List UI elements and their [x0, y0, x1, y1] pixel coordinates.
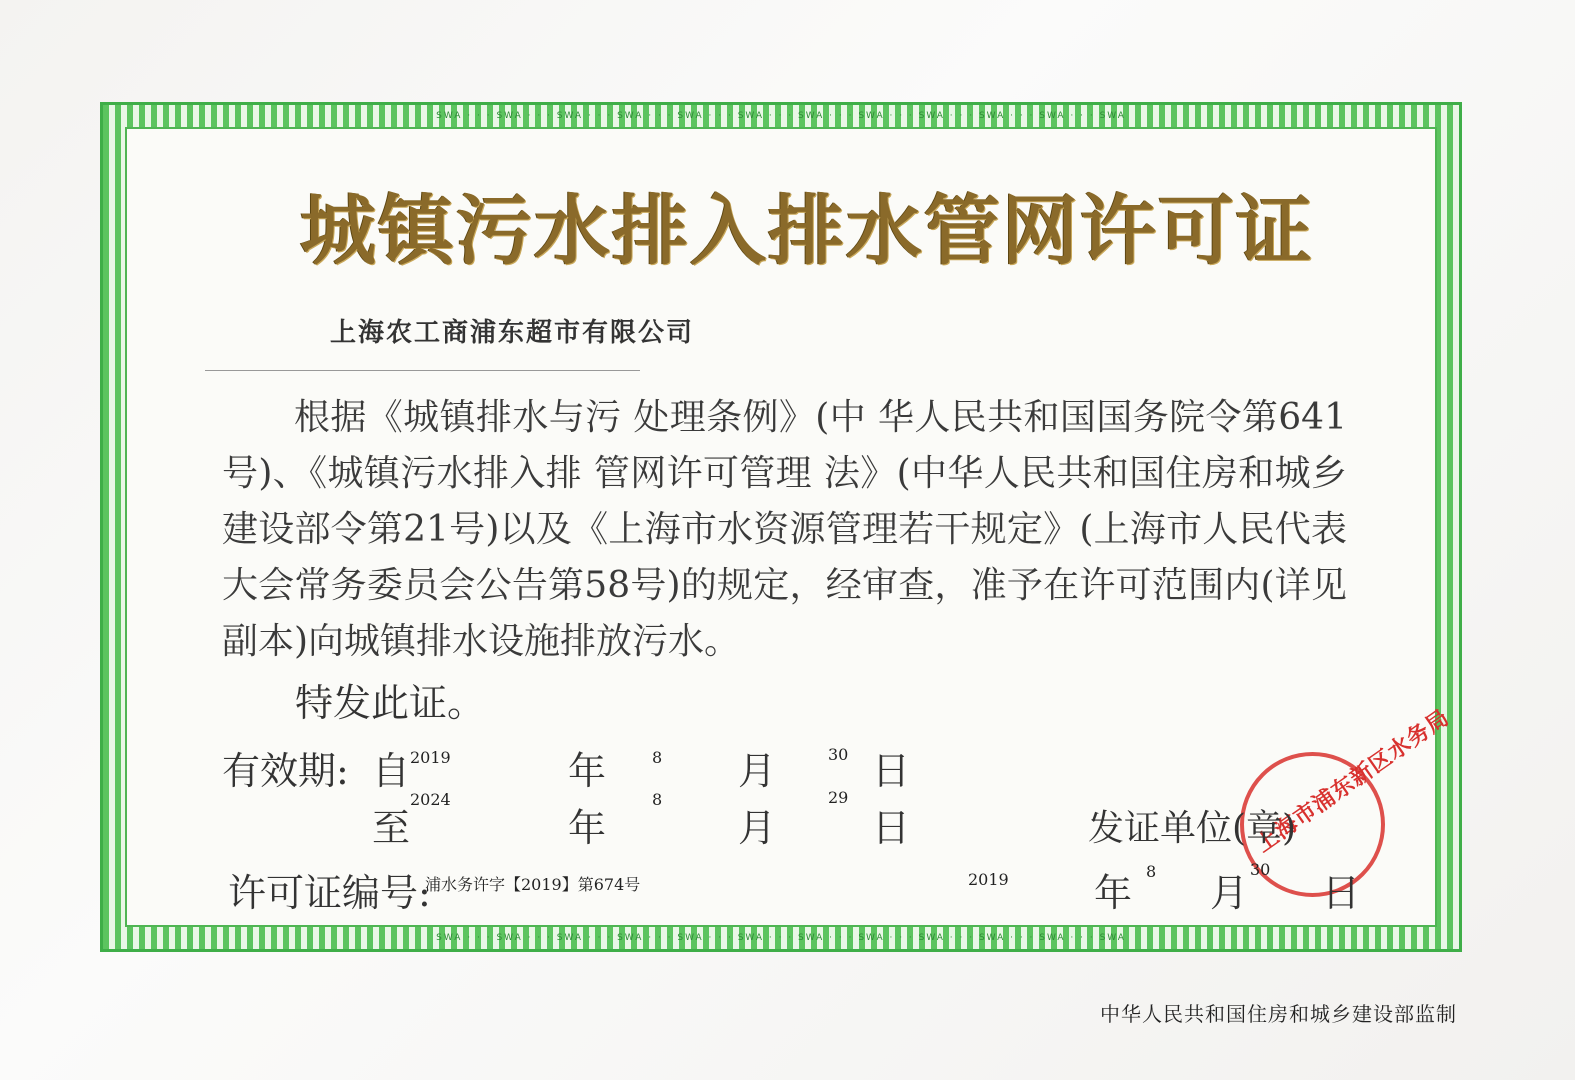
from-month: 8: [652, 748, 663, 767]
from-month-label: 月: [738, 749, 777, 793]
issue-year: 2019: [968, 870, 1009, 889]
border-pattern-top: SWA · · · SWA · · · SWA · · · SWA · · · SWA · · · SWA · · · SWA · · · SWA · · · SWA · · · SWA · · · SWA · · · SWA: [436, 111, 1126, 121]
company-name: 上海农工商浦东超市有限公司: [330, 318, 695, 348]
issue-month-label: 月: [1210, 871, 1249, 915]
to-year-label: 年: [568, 806, 607, 850]
issue-month: 8: [1146, 862, 1157, 881]
license-number-label: 许可证编号:: [228, 871, 431, 915]
license-number: 浦水务许字【2019】第674号: [425, 875, 641, 894]
from-label: 自: [372, 749, 411, 793]
from-year-label: 年: [568, 749, 607, 793]
validity-label: 有效期:: [222, 749, 349, 793]
to-day: 29: [828, 788, 849, 807]
certificate-body: 根据《城镇排水与污 处理条例》(中 华人民共和国国务院令第641号)、《城镇污水排入排 管网许可管理 法》(中华人民共和国住房和城乡建设部令第21号)以及《上海市水资源管理若干规定》(上海市人民代表大会常务委员会公告第58号)的规定，经审查，准予在许可范围内(详见副本)向城镇排水设施排放污水。: [222, 397, 1347, 662]
from-year: 2019: [410, 748, 451, 767]
from-day: 30: [828, 745, 849, 764]
certificate-title: 城镇污水排入排水管网许可证: [300, 186, 1314, 275]
from-day-label: 日: [872, 749, 911, 793]
to-month: 8: [652, 790, 663, 809]
issuer-label: 发证单位(章): [1088, 808, 1297, 849]
issue-day-label: 日: [1322, 871, 1361, 915]
seal-text: 上海市浦东新区水务局: [1251, 705, 1455, 858]
border-pattern-text: SWA: [436, 111, 463, 121]
to-year: 2024: [410, 790, 451, 809]
to-label: 至: [372, 806, 411, 850]
supervision-note: 中华人民共和国住房和城乡建设部监制: [1100, 1002, 1457, 1026]
border-pattern-bottom: SWA · · · SWA · · · SWA · · · SWA · · · SWA · · · SWA · · · SWA · · · SWA · · · SWA · · · SWA · · · SWA · · · SWA: [436, 933, 1126, 943]
to-month-label: 月: [738, 806, 777, 850]
issue-year-label: 年: [1094, 871, 1133, 915]
issue-day: 30: [1250, 860, 1271, 879]
closing-statement: 特发此证。: [295, 681, 486, 725]
to-day-label: 日: [872, 806, 911, 850]
company-underline: [205, 370, 640, 371]
